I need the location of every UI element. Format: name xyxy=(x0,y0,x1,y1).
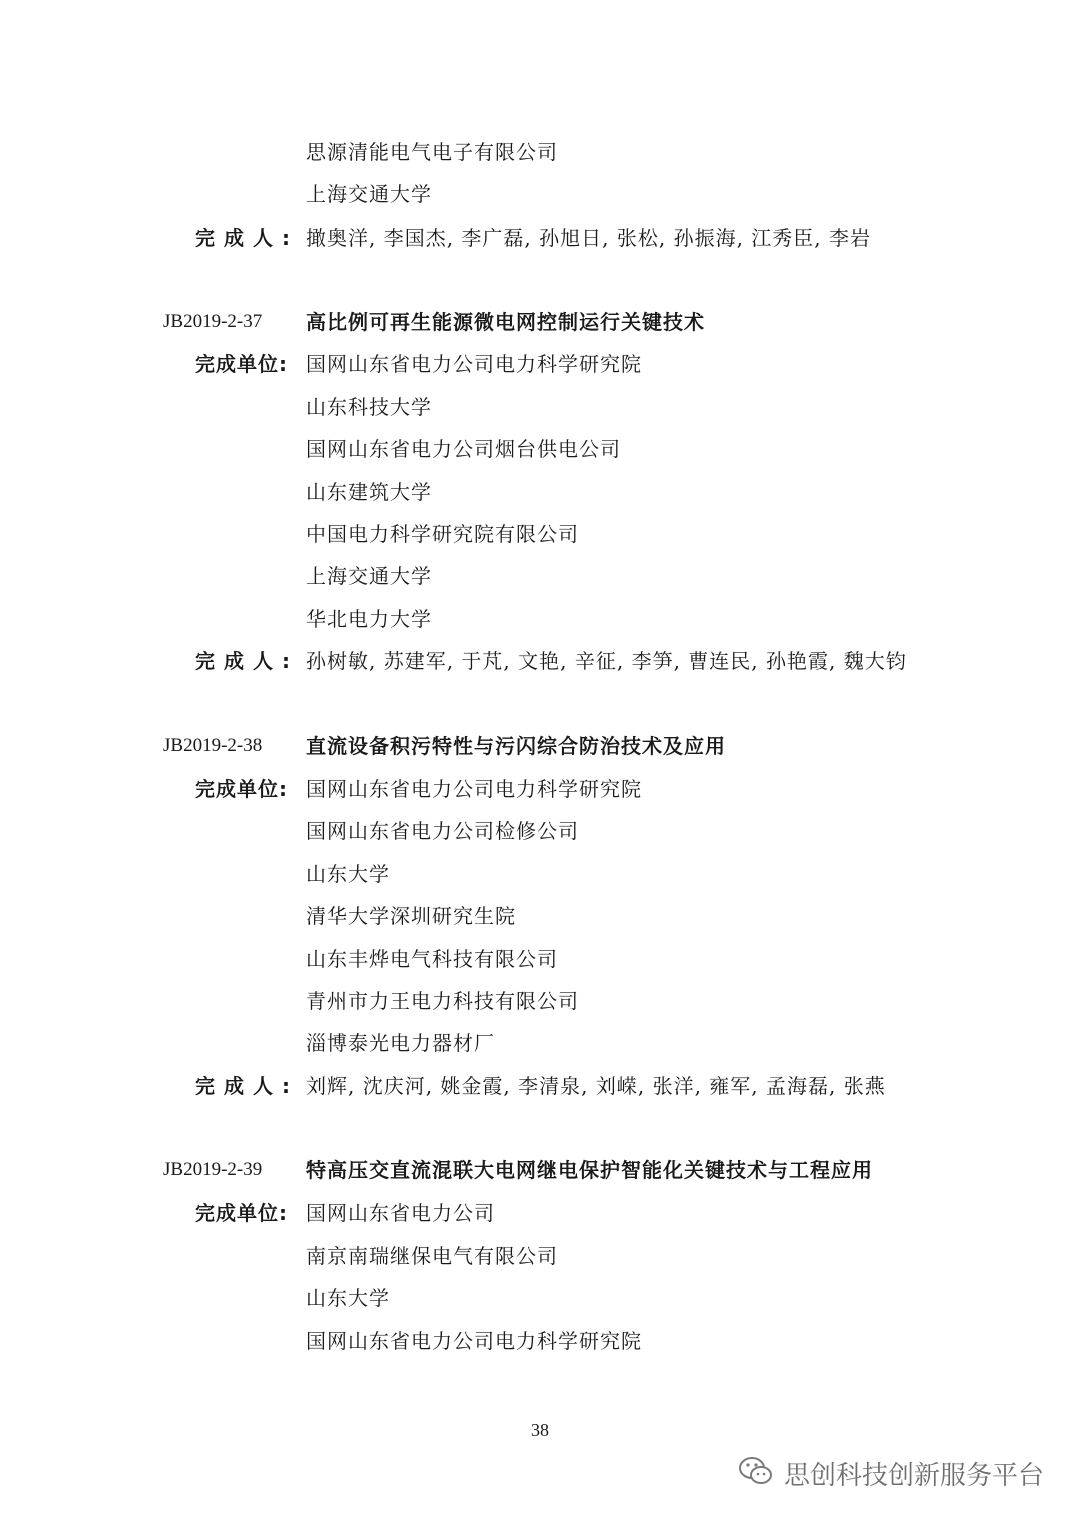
project-people: 孙树敏, 苏建军, 于芃, 文艳, 辛征, 李笋, 曹连民, 孙艳霞, 魏大钧 xyxy=(306,649,907,673)
project-unit: 上海交通大学 xyxy=(306,564,432,588)
units-label: 完成单位: xyxy=(195,352,288,376)
project-code: JB2019-2-37 xyxy=(163,311,263,332)
project-unit: 山东建筑大学 xyxy=(306,480,432,504)
project-unit: 国网山东省电力公司电力科学研究院 xyxy=(306,352,642,376)
project-unit: 山东丰烨电气科技有限公司 xyxy=(306,947,558,971)
units-label: 完成单位: xyxy=(195,1201,288,1225)
page-number: 38 xyxy=(531,1420,549,1440)
project-unit: 山东科技大学 xyxy=(306,395,432,419)
intro-unit: 上海交通大学 xyxy=(306,182,432,206)
wechat-icon xyxy=(738,1456,774,1495)
watermark-text: 思创科技创新服务平台 xyxy=(783,1460,1044,1491)
project-unit: 国网山东省电力公司电力科学研究院 xyxy=(306,777,642,801)
intro-people: 撖奥洋, 李国杰, 李广磊, 孙旭日, 张松, 孙振海, 江秀臣, 李岩 xyxy=(306,226,872,250)
project-people: 刘辉, 沈庆河, 姚金霞, 李清泉, 刘嵘, 张洋, 雍军, 孟海磊, 张燕 xyxy=(306,1074,886,1098)
project-title: 高比例可再生能源微电网控制运行关键技术 xyxy=(306,310,705,334)
project-title: 直流设备积污特性与污闪综合防治技术及应用 xyxy=(306,734,726,758)
project-unit: 南京南瑞继保电气有限公司 xyxy=(306,1244,558,1268)
project-unit: 清华大学深圳研究生院 xyxy=(306,904,516,928)
project-unit: 山东大学 xyxy=(306,862,390,886)
project-code: JB2019-2-38 xyxy=(163,735,263,756)
intro-people-label: 完成人: xyxy=(195,226,299,250)
project-title: 特高压交直流混联大电网继电保护智能化关键技术与工程应用 xyxy=(306,1158,873,1182)
intro-unit: 思源清能电气电子有限公司 xyxy=(306,140,558,164)
project-code: JB2019-2-39 xyxy=(163,1159,263,1180)
project-unit: 华北电力大学 xyxy=(306,607,432,631)
people-label: 完成人: xyxy=(195,649,299,673)
project-unit: 国网山东省电力公司检修公司 xyxy=(306,819,579,843)
project-unit: 青州市力王电力科技有限公司 xyxy=(306,989,579,1013)
people-label: 完成人: xyxy=(195,1074,299,1098)
project-unit: 山东大学 xyxy=(306,1286,390,1310)
project-unit: 淄博泰光电力器材厂 xyxy=(306,1031,495,1055)
watermark xyxy=(738,1456,1044,1495)
project-unit: 中国电力科学研究院有限公司 xyxy=(306,522,579,546)
units-label: 完成单位: xyxy=(195,777,288,801)
project-unit: 国网山东省电力公司 xyxy=(306,1201,495,1225)
project-unit: 国网山东省电力公司电力科学研究院 xyxy=(306,1329,642,1353)
project-unit: 国网山东省电力公司烟台供电公司 xyxy=(306,437,621,461)
